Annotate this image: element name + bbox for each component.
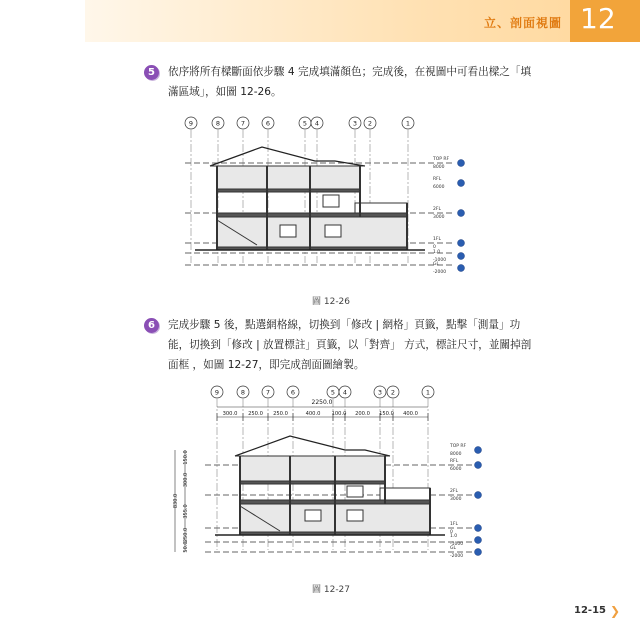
- grid-label: 3: [352, 119, 358, 128]
- level-value: 0: [450, 530, 453, 535]
- chapter-number-badge: [570, 0, 640, 42]
- level-markers: [432, 156, 465, 275]
- section-drawing-12-26: [165, 113, 505, 283]
- level-name: 1FL: [450, 522, 458, 527]
- step-6: [146, 315, 536, 375]
- level-marker-icon: [458, 265, 465, 272]
- step-6-text: 完成步驟 5 後，點選網格線，切換到「修改 | 網格」頁籤，點擊「測量」功能，切換到「修改 | 放置標註」頁籤，以「對齊」 方式，標註尺寸，並關掉剖面框 ，如圖 12-27，即完成剖面圖繪製。: [168, 319, 532, 371]
- vertical-dimension-label: 250.0: [183, 527, 189, 543]
- grid-label: 9: [214, 388, 220, 397]
- level-marker-icon: [475, 525, 482, 532]
- dimension-label: 300.0: [222, 411, 238, 417]
- step-number-badge: 6: [144, 318, 159, 333]
- vertical-dimension-label: 50.0: [183, 541, 189, 553]
- grid-label: 2: [390, 388, 396, 397]
- grid-label: 6: [265, 119, 271, 128]
- level-marker-icon: [458, 160, 465, 167]
- grid-label: 8: [215, 119, 221, 128]
- dimension-label: 400.0: [305, 411, 321, 417]
- grid-label: 1: [405, 119, 411, 128]
- vertical-dimension-label: 150.0: [183, 450, 189, 465]
- vertical-dimension-label: 355.0: [183, 504, 189, 519]
- level-name: RFL: [450, 459, 459, 464]
- dimension-label: 250.0: [248, 411, 263, 417]
- overall-height-label: 830.0: [173, 493, 179, 509]
- level-value: 8000: [450, 452, 462, 457]
- level-value: -2000: [450, 554, 464, 559]
- level-marker-icon: [458, 240, 465, 247]
- chapter-number: 12: [580, 2, 616, 35]
- level-name: TOP RF: [450, 444, 467, 449]
- level-name: 1.0: [433, 250, 441, 255]
- level-markers: [449, 443, 482, 559]
- level-value: 6000: [450, 467, 462, 472]
- vertical-dimension-strings: [173, 450, 189, 553]
- level-name: 2FL: [433, 207, 441, 212]
- level-value: 3000: [450, 497, 462, 502]
- grid-label: 8: [240, 388, 246, 397]
- dimension-label: 250.0: [273, 411, 288, 417]
- level-marker-icon: [475, 549, 482, 556]
- total-dimension-label: 2250.0: [311, 399, 333, 406]
- building-section: [185, 147, 455, 265]
- vertical-dimension-label: 300.0: [183, 472, 189, 488]
- dimension-label: 400.0: [403, 411, 418, 417]
- figure-caption-12-26: 圖 12-26: [312, 297, 351, 307]
- building-section: [205, 436, 475, 552]
- dimension-label: 100.0: [331, 411, 347, 417]
- dimension-label: 150.0: [379, 411, 394, 417]
- grid-label: 6: [290, 388, 296, 397]
- level-name: 2FL: [450, 489, 458, 494]
- step-5-text: 依序將所有樑斷面依步驟 4 完成填滿顏色；完成後，在視圖中可看出樑之「填滿區域」，如圖 12-26。: [168, 66, 532, 98]
- grid-label: 9: [188, 119, 194, 128]
- level-name: 1.0: [450, 534, 458, 539]
- level-marker-icon: [475, 447, 482, 454]
- level-marker-icon: [475, 492, 482, 499]
- grid-label: 1: [425, 388, 431, 397]
- level-marker-icon: [458, 180, 465, 187]
- step-5: [146, 62, 536, 102]
- step-number-badge: 5: [144, 65, 159, 80]
- grid-label: 4: [314, 119, 320, 128]
- section-drawing-12-27: [165, 380, 505, 580]
- level-marker-icon: [475, 462, 482, 469]
- grid-label: 5: [330, 388, 336, 397]
- level-marker-icon: [458, 210, 465, 217]
- chapter-title: 立、剖面視圖: [483, 16, 562, 30]
- page-number: 12-15: [574, 605, 606, 616]
- grid-label: 5: [302, 119, 308, 128]
- level-marker-icon: [475, 537, 482, 544]
- grid-label: 7: [240, 119, 246, 128]
- figure-caption-12-27: 圖 12-27: [312, 585, 351, 595]
- level-marker-icon: [458, 253, 465, 260]
- level-name: GL: [433, 262, 439, 267]
- level-name: GL: [450, 546, 456, 551]
- level-name: 1FL: [433, 237, 441, 242]
- level-value: 8000: [433, 165, 445, 170]
- level-name: TOP RF: [433, 157, 450, 162]
- level-value: -1000: [450, 542, 464, 547]
- level-value: -2000: [433, 270, 447, 275]
- level-name: RFL: [433, 177, 442, 182]
- dimension-label: 200.0: [355, 411, 370, 417]
- grid-label: 3: [377, 388, 383, 397]
- dimension-strings: [217, 399, 428, 421]
- chevron-right-icon: ❯: [609, 604, 620, 618]
- grid-label: 2: [367, 119, 373, 128]
- grid-label: 7: [265, 388, 271, 397]
- level-value: -1000: [433, 258, 447, 263]
- level-value: 0: [433, 245, 436, 250]
- level-value: 3000: [433, 215, 445, 220]
- level-value: 6000: [433, 185, 445, 190]
- page-header: [85, 0, 640, 42]
- grid-label: 4: [342, 388, 348, 397]
